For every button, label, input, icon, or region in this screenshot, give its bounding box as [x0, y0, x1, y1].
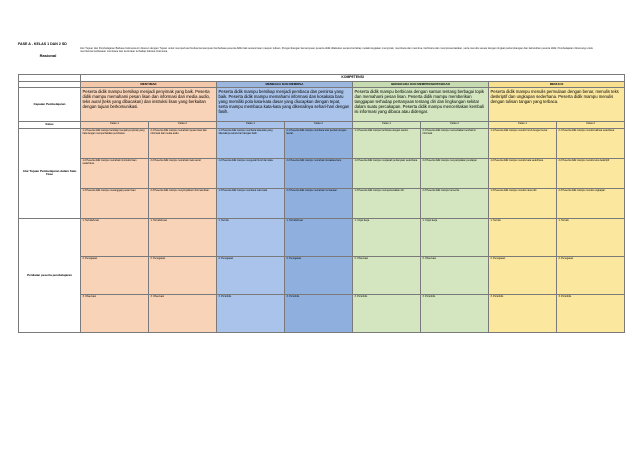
atp-table [18, 74, 624, 333]
table-cell: 1.3 Peserta didik mampu membaca suku kata. [217, 188, 285, 218]
table-cell: 3. Observasi [81, 294, 149, 332]
table-cell: 1.1 Peserta didik mampu membaca kata-kata yang dikenalinya sehari-hari dengan fasih. [217, 128, 285, 158]
table-cell: 2. Observasi [421, 256, 489, 294]
table-row [19, 188, 625, 218]
capaian-label: Capaian Pembelajaran [19, 88, 81, 122]
element-berbicara: BERBICARA DAN MEMPRESENTASIKAN [353, 81, 489, 87]
table-cell: 2.1 Peserta didik mampu membaca teks pendek dengan lancar. [285, 128, 353, 158]
table-cell: 3. Portofolio [557, 294, 625, 332]
table-cell: 2.3 Peserta didik mampu menyimpulkan informasi lisan. [149, 188, 217, 218]
table-cell: 3. Portofolio [353, 294, 421, 332]
element-menyimak: MENYIMAK [81, 81, 217, 87]
table-cell: 2.2 Peserta didik mampu menulis teks deskriptif. [557, 158, 625, 188]
table-row [19, 256, 625, 294]
kelas-cell: Kelas 2 [421, 122, 489, 128]
table-cell: 1. Tertulis [489, 218, 557, 256]
kelas-cell: Kelas 1 [489, 122, 557, 128]
table-cell: 1.2 Peserta didik mampu menulis kata sederhana. [489, 158, 557, 188]
corner-cell [19, 75, 81, 82]
table-row [19, 218, 625, 256]
table-cell: 1.1 Peserta didik mampu menulis huruf dengan benar. [489, 128, 557, 158]
table-cell: 1.3 Peserta didik mampu menulis nama diri. [489, 188, 557, 218]
table-row [19, 158, 625, 188]
rasional-label: Rasional [39, 53, 57, 58]
kelas-cell: Kelas 2 [149, 122, 217, 128]
table-row [19, 128, 625, 158]
table-cell: 3. Portofolio [285, 294, 353, 332]
table-cell: 1.2 Peserta didik mampu mengenali huruf dan kata. [217, 158, 285, 188]
table-cell: 2.3 Peserta didik mampu memahami isi bacaan. [285, 188, 353, 218]
table-cell: 1.2 Peserta didik mampu menjawab pertanyaan sederhana. [353, 158, 421, 188]
table-cell: 1.2 Peserta didik mampu memahami instruksi lisan sederhana. [81, 158, 149, 188]
table-cell: 2.3 Peserta didik mampu menulis ungkapan. [557, 188, 625, 218]
capaian-membaca: Peserta didik mampu bersikap menjadi pembaca dan pemirsa yang baik. Peserta didik mampu memahami informasi dan kosakata baru yang memiliki pola kata-kata dasar yang diucapkan dengan tepat, serta mampu membaca kata-kata yang dikenalinya sehari-hari dengan fasih. [217, 88, 353, 122]
table-cell: 2.1 Peserta didik mampu menulis kalimat sederhana. [557, 128, 625, 158]
kelas-cell: Kelas 1 [217, 122, 285, 128]
kelas-cell: Kelas 2 [557, 122, 625, 128]
rasional-section [18, 46, 624, 72]
kelas-label: Kelas [19, 122, 81, 128]
table-cell: 1. Tertulis/Lisan [149, 218, 217, 256]
kelas-cell: Kelas 2 [285, 122, 353, 128]
capaian-menulis: Peserta didik mampu menulis permulaan dengan benar, menulis teks deskriptif dan ungkapan sederhana. Peserta didik mampu menulis dengan tulisan tangan yang terbaca. [489, 88, 625, 122]
table-cell: 3. Portofolio [217, 294, 285, 332]
table-cell: 1. Tertulis [557, 218, 625, 256]
table-cell: 2. Penugasan [149, 256, 217, 294]
capaian-menyimak: Peserta didik mampu bersikap menjadi penyimak yang baik. Peserta didik mampu memahami pesan lisan dan informasi dari media audio, teks aural (teks yang dibacakan) dan instruksi lisan yang berkaitan dengan tujuan berkomunikasi. [81, 88, 217, 122]
table-cell: 3. Portofolio [421, 294, 489, 332]
kelas-cell: Kelas 1 [353, 122, 421, 128]
capaian-berbicara: Peserta didik mampu berbicara dengan santun tentang berbagai topik dan memahami pesan lisan. Peserta didik mampu memberikan tanggapan terhadap pertanyaan tentang diri dan lingkungan sekitar dalam suatu percakapan. Peserta didik mampu menceritakan kembali isi informasi yang dibaca atau didengar. [353, 88, 489, 122]
table-cell: 1. Tertulis/Lisan [285, 218, 353, 256]
kompetensi-header: KOMPETENSI [81, 75, 625, 82]
alur-label: Alur Tujuan Pembelajaran dalam Satu Fase [19, 128, 81, 218]
element-membaca: MEMBACA DAN MEMIRSA [217, 81, 353, 87]
table-cell: 1.1 Peserta didik mampu bersikap menjadi penyimak yang baik dengan memperhatikan pembicara. [81, 128, 149, 158]
kelas-cell: Kelas 1 [81, 122, 149, 128]
table-cell: 2. Penugasan [557, 256, 625, 294]
table-cell: 2. Penugasan [81, 256, 149, 294]
table-cell: 2.3 Peserta didik mampu bercerita. [421, 188, 489, 218]
table-cell: 2.1 Peserta didik mampu memahami pesan lisan dan informasi dari media audio. [149, 128, 217, 158]
table-cell: 1. Tertulis/Lisan [81, 218, 149, 256]
table-row [19, 294, 625, 332]
table-cell: 2.1 Peserta didik mampu menceritakan kembali isi informasi. [421, 128, 489, 158]
table-cell: 3. Observasi [149, 294, 217, 332]
table-cell: 2.2 Peserta didik mampu memahami kosakata baru. [285, 158, 353, 188]
table-cell: 2.2 Peserta didik mampu menyampaikan pendapat. [421, 158, 489, 188]
table-cell: 1. Tertulis [217, 218, 285, 256]
rasional-text: Alur Tujuan dan Pembelajaran Bahasa Indonesia ini disusun dengan Tujuan untuk memperkuat fondasi kemampuan berbahasa peserta didik baik secara lisan maupun tulisan. Pengembangan kemampuan peserta didik dilakukan secara bertahap melalui kegiatan menyimak, membaca dan memirsa, berbicara dan mempresentasikan, serta menulis sesuai dengan tingkat perkembangan dan kebutuhan peserta didik. Pembelajaran dirancang untuk membentuk kebiasaan membaca dan kecintaan terhadap bahasa Indonesia. [80, 47, 593, 54]
element-menulis: MENULIS [489, 81, 625, 87]
table-cell: 1.3 Peserta didik mampu memperkenalkan diri. [353, 188, 421, 218]
table-cell: 3. Portofolio [489, 294, 557, 332]
table-cell: 2. Penugasan [285, 256, 353, 294]
table-cell: 1.1 Peserta didik mampu berbicara dengan santun. [353, 128, 421, 158]
table-cell: 1. Unjuk kerja [421, 218, 489, 256]
table-cell: 2.2 Peserta didik mampu memahami teks aural. [149, 158, 217, 188]
fase-title: FASE A - KELAS 1 DAN 2 SD [18, 42, 67, 46]
table-cell: 2. Penugasan [217, 256, 285, 294]
table-cell: 1.3 Peserta didik mampu menanggapi pesan lisan. [81, 188, 149, 218]
penilaian-label: Penilaian peserta pembelajaran [19, 218, 81, 332]
table-cell: 1. Unjuk kerja [353, 218, 421, 256]
table-cell: 2. Observasi [353, 256, 421, 294]
table-cell: 2. Penugasan [489, 256, 557, 294]
